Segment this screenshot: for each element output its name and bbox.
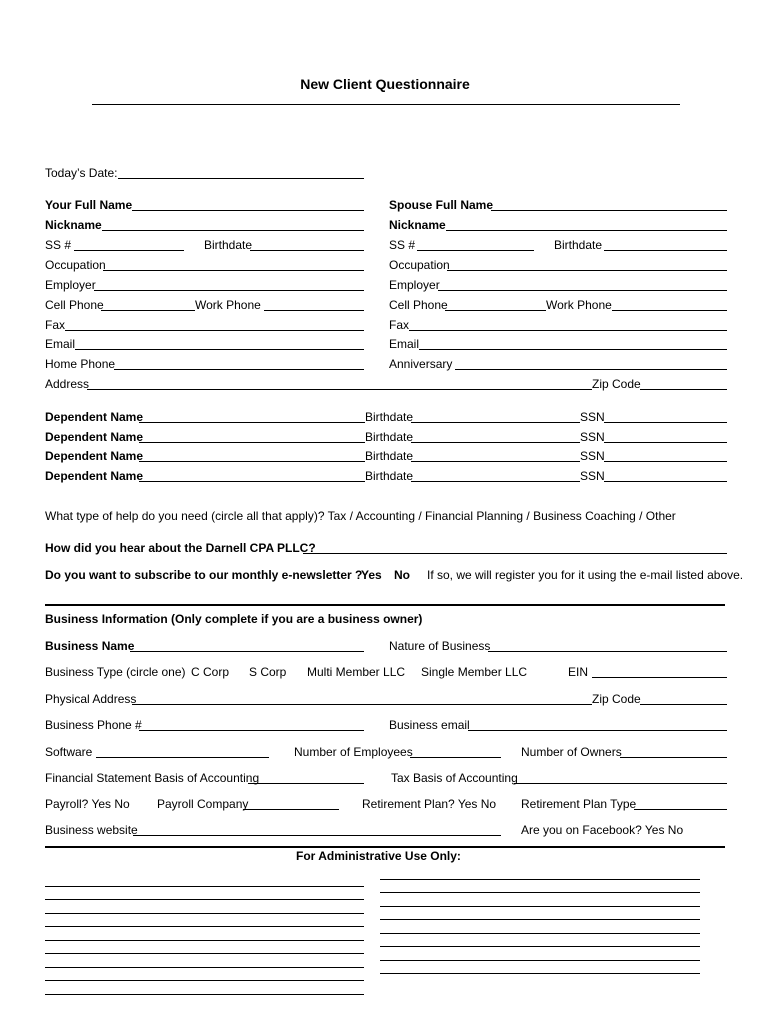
work-phone-label: Work Phone [195, 298, 261, 312]
dependent-name-label: Dependent Name [45, 410, 144, 424]
software-field[interactable] [96, 757, 269, 758]
admin-line[interactable] [45, 994, 364, 995]
admin-line[interactable] [45, 940, 364, 941]
dependent-name-field[interactable] [139, 481, 365, 482]
spouse-email-field[interactable] [419, 349, 727, 350]
business-email-field[interactable] [468, 730, 727, 731]
physical-address-field[interactable] [132, 704, 592, 705]
birthdate-label: Birthdate [204, 238, 253, 252]
admin-line[interactable] [380, 933, 700, 934]
nickname-label: Nickname [45, 218, 102, 232]
newsletter-note: If so, we will register you for it using the e-mail listed above. [427, 568, 744, 582]
dependent-ssn-label: SSN [580, 430, 605, 444]
dependent-ssn-field[interactable] [604, 461, 727, 462]
spouse-ss-label: SS # [389, 238, 416, 252]
section-divider [45, 604, 725, 606]
admin-line[interactable] [45, 967, 364, 968]
home-phone-label: Home Phone [45, 357, 116, 371]
employer-label: Employer [45, 278, 96, 292]
dependent-name-label: Dependent Name [45, 449, 144, 463]
s-corp-option[interactable]: S Corp [249, 665, 287, 679]
dependent-birthdate-label: Birthdate [365, 430, 414, 444]
owners-label: Number of Owners [521, 745, 622, 759]
dependent-birthdate-label: Birthdate [365, 410, 414, 424]
full-name-label: Your Full Name [45, 198, 133, 212]
page-title: New Client Questionnaire [300, 76, 470, 92]
occupation-label: Occupation [45, 258, 106, 272]
full-name-field[interactable] [132, 210, 364, 211]
business-name-label: Business Name [45, 639, 135, 653]
ss-label: SS # [45, 238, 72, 252]
nature-label: Nature of Business [389, 639, 491, 653]
business-email-label: Business email [389, 718, 470, 732]
nature-field[interactable] [488, 651, 727, 652]
dependent-ssn-label: SSN [580, 469, 605, 483]
nickname-field[interactable] [102, 230, 364, 231]
home-phone-field[interactable] [114, 369, 364, 370]
spouse-full-name-field[interactable] [491, 210, 727, 211]
admin-header: For Administrative Use Only: [296, 849, 461, 863]
admin-line[interactable] [45, 980, 364, 981]
dependent-name-label: Dependent Name [45, 469, 144, 483]
fs-basis-label: Financial Statement Basis of Accounting [45, 771, 260, 785]
payroll-company-field[interactable] [243, 809, 339, 810]
admin-line[interactable] [380, 973, 700, 974]
fs-basis-field[interactable] [248, 783, 364, 784]
cell-phone-field[interactable] [101, 310, 195, 311]
single-member-llc-option[interactable]: Single Member LLC [421, 665, 528, 679]
tax-basis-field[interactable] [514, 783, 727, 784]
today-date-field[interactable] [118, 178, 364, 179]
ss-field[interactable] [74, 250, 184, 251]
spouse-occupation-field[interactable] [447, 270, 727, 271]
retirement-type-field[interactable] [634, 809, 727, 810]
spouse-full-name-label: Spouse Full Name [389, 198, 494, 212]
spouse-birthdate-field[interactable] [604, 250, 727, 251]
dependent-birthdate-label: Birthdate [365, 449, 414, 463]
business-header: Business Information (Only complete if you are a business owner) [45, 612, 423, 626]
business-type-label: Business Type (circle one) [45, 665, 186, 679]
spouse-cell-phone-field[interactable] [445, 310, 546, 311]
spouse-nickname-label: Nickname [389, 218, 446, 232]
dependent-birthdate-label: Birthdate [365, 469, 414, 483]
owners-field[interactable] [620, 757, 727, 758]
facebook-label[interactable]: Are you on Facebook? Yes No [521, 823, 684, 837]
spouse-birthdate-label: Birthdate [554, 238, 603, 252]
retirement-label[interactable]: Retirement Plan? Yes No [362, 797, 497, 811]
business-phone-field[interactable] [139, 730, 364, 731]
admin-divider [45, 846, 725, 848]
website-label: Business website [45, 823, 138, 837]
business-phone-label: Business Phone # [45, 718, 142, 732]
dependent-name-field[interactable] [139, 461, 365, 462]
anniversary-field[interactable] [455, 369, 727, 370]
spouse-cell-phone-label: Cell Phone [389, 298, 448, 312]
work-phone-field[interactable] [264, 310, 364, 311]
spouse-fax-field[interactable] [409, 330, 727, 331]
website-field[interactable] [133, 835, 501, 836]
zip-label: Zip Code [592, 377, 641, 391]
fax-label: Fax [45, 318, 66, 332]
c-corp-option[interactable]: C Corp [191, 665, 230, 679]
employees-field[interactable] [410, 757, 501, 758]
employer-field[interactable] [94, 290, 364, 291]
dependent-ssn-label: SSN [580, 410, 605, 424]
dependent-birthdate-field[interactable] [411, 461, 580, 462]
spouse-employer-field[interactable] [438, 290, 727, 291]
newsletter-yes[interactable]: Yes [361, 568, 382, 582]
dependent-name-field[interactable] [139, 442, 365, 443]
dependent-ssn-field[interactable] [604, 442, 727, 443]
fax-field[interactable] [65, 330, 364, 331]
admin-line[interactable] [45, 899, 364, 900]
dependent-birthdate-field[interactable] [411, 481, 580, 482]
dependent-name-label: Dependent Name [45, 430, 144, 444]
admin-line[interactable] [380, 892, 700, 893]
dependent-name-field[interactable] [139, 422, 365, 423]
business-zip-label: Zip Code [592, 692, 641, 706]
dependent-ssn-label: SSN [580, 449, 605, 463]
admin-line[interactable] [45, 926, 364, 927]
newsletter-question: Do you want to subscribe to our monthly e-newsletter ? [45, 568, 363, 582]
payroll-label[interactable]: Payroll? Yes No [45, 797, 130, 811]
newsletter-no[interactable]: No [394, 568, 410, 582]
email-label: Email [45, 337, 76, 351]
dependent-ssn-field[interactable] [604, 481, 727, 482]
ein-field[interactable] [592, 677, 727, 678]
spouse-work-phone-field[interactable] [612, 310, 727, 311]
software-label: Software [45, 745, 93, 759]
multi-member-llc-option[interactable]: Multi Member LLC [307, 665, 406, 679]
hear-field[interactable] [303, 553, 727, 554]
physical-address-label: Physical Address [45, 692, 137, 706]
title-underline [92, 104, 680, 105]
birthdate-field[interactable] [250, 250, 364, 251]
admin-line[interactable] [380, 879, 700, 880]
admin-line[interactable] [45, 953, 364, 954]
tax-basis-label: Tax Basis of Accounting [391, 771, 518, 785]
email-field[interactable] [75, 349, 364, 350]
dependent-birthdate-field[interactable] [411, 442, 580, 443]
cell-phone-label: Cell Phone [45, 298, 104, 312]
today-date-label: Today’s Date: [45, 166, 118, 180]
admin-line[interactable] [45, 913, 364, 914]
business-name-field[interactable] [130, 651, 364, 652]
admin-line[interactable] [380, 906, 700, 907]
dependent-birthdate-field[interactable] [411, 422, 580, 423]
address-field[interactable] [87, 389, 592, 390]
zip-field[interactable] [640, 389, 727, 390]
dependent-ssn-field[interactable] [604, 422, 727, 423]
employees-label: Number of Employees [294, 745, 413, 759]
business-zip-field[interactable] [640, 704, 727, 705]
hear-question: How did you hear about the Darnell CPA PLLC? [45, 541, 316, 555]
spouse-ss-field[interactable] [417, 250, 534, 251]
spouse-email-label: Email [389, 337, 420, 351]
admin-line[interactable] [380, 919, 700, 920]
spouse-employer-label: Employer [389, 278, 440, 292]
admin-line[interactable] [380, 960, 700, 961]
anniversary-label: Anniversary [389, 357, 453, 371]
help-question: What type of help do you need (circle all that apply)? Tax / Accounting / Financial Planning / Business Coaching / Other [45, 509, 676, 523]
admin-line[interactable] [380, 946, 700, 947]
ein-label: EIN [568, 665, 589, 679]
payroll-company-label: Payroll Company [157, 797, 249, 811]
spouse-occupation-label: Occupation [389, 258, 450, 272]
admin-line[interactable] [45, 886, 364, 887]
spouse-work-phone-label: Work Phone [546, 298, 612, 312]
occupation-field[interactable] [103, 270, 364, 271]
spouse-nickname-field[interactable] [446, 230, 727, 231]
spouse-fax-label: Fax [389, 318, 410, 332]
retirement-type-label: Retirement Plan Type [521, 797, 637, 811]
address-label: Address [45, 377, 90, 391]
